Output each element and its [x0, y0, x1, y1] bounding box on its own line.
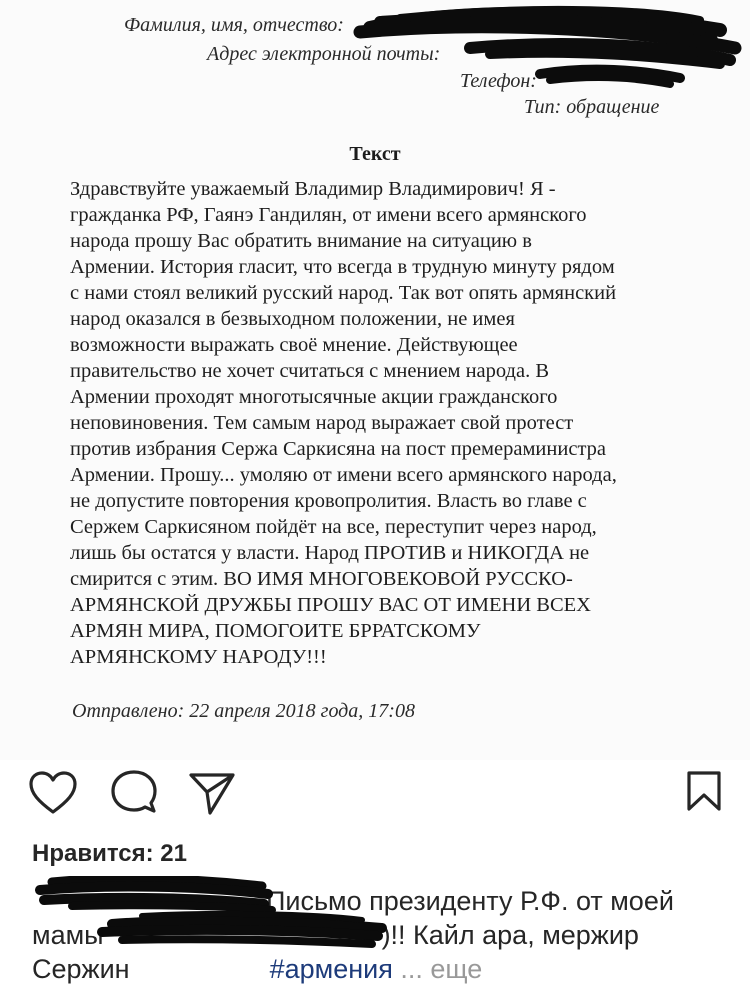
- letter-line: смирится с этим. ВО ИМЯ МНОГОВЕКОВОЙ РУССКО-: [70, 568, 573, 590]
- post-actions-bar: [0, 760, 750, 830]
- letter-line: народ оказался в безвыходном положении, не имея: [70, 308, 515, 330]
- caption-text: Сержин: [32, 954, 130, 984]
- letter-line: Здравствуйте уважаемый Владимир Владимирович! Я -: [70, 178, 556, 200]
- letter-line: лишь бы остатся у власти. Народ ПРОТИВ и НИКОГДА не: [70, 542, 590, 564]
- letter-line: правительство не хочет считаться с мнением народа. В: [70, 360, 549, 382]
- letter-line: АРМЯНСКОЙ ДРУЖБЫ ПРОШУ ВАС ОТ ИМЕНИ ВСЕХ: [70, 594, 591, 616]
- letter-line: против избрания Сержа Саркисяна на пост премераминистра: [70, 438, 607, 460]
- letter-line: АРМЯНСКОМУ НАРОДУ!!!: [70, 646, 327, 668]
- letter-line: Армении проходят многотысячные акции гражданского: [70, 386, 558, 408]
- caption-text: )!! Кайл ара, мержир: [381, 920, 639, 950]
- letter-line: не допустите повторения кровопролития. Власть во главе с: [70, 490, 587, 512]
- heart-icon[interactable]: [28, 770, 78, 816]
- letter-line: с нами стоял великий русский народ. Так вот опять армянский: [70, 282, 617, 304]
- letter-line: АРМЯН МИРА, ПОМОГОИТЕ БРРАТСКОМУ: [70, 620, 481, 642]
- post-caption: [32, 884, 732, 986]
- name-label: Фамилия, имя, отчество:: [124, 14, 344, 36]
- letter-line: возможности выражать своё мнение. Действующее: [70, 334, 518, 356]
- caption-text: мамы: [32, 920, 104, 950]
- sent-timestamp: Отправлено: 22 апреля 2018 года, 17:08: [72, 700, 415, 722]
- comment-icon[interactable]: [110, 768, 158, 816]
- caption-text: Письмо президенту Р.Ф. от моей: [266, 886, 674, 916]
- request-type: Тип: обращение: [524, 96, 660, 118]
- letter-line: Сержем Саркисяном пойдёт на все, переступит через народ,: [70, 516, 597, 538]
- letter-line: Армении. Прошу... умоляю от имени всего армянского народа,: [70, 464, 617, 486]
- paper-plane-icon[interactable]: [188, 770, 236, 816]
- more-link[interactable]: ... еще: [400, 954, 483, 984]
- letter-line: Армении. История гласит, что всегда в трудную минуту рядом: [70, 256, 615, 278]
- bookmark-icon[interactable]: [686, 770, 722, 812]
- letter-title: Текст: [349, 143, 401, 165]
- letter-line: народа прошу Вас обратить внимание на ситуацию в: [70, 230, 532, 252]
- letter-line: гражданка РФ, Гаянэ Гандилян, от имени всего армянского: [70, 204, 587, 226]
- email-label: Адрес электронной почты:: [207, 43, 441, 65]
- caption-redaction-scribble: [32, 876, 452, 968]
- phone-label: Телефон:: [460, 70, 537, 92]
- letter-body: [70, 176, 688, 670]
- hashtag-link[interactable]: #армения: [269, 954, 393, 984]
- redaction-scribble: [340, 0, 750, 100]
- likes-count[interactable]: Нравится: 21: [32, 840, 187, 867]
- letter-line: неповиновения. Тем самым народ выражает свой протест: [70, 412, 574, 434]
